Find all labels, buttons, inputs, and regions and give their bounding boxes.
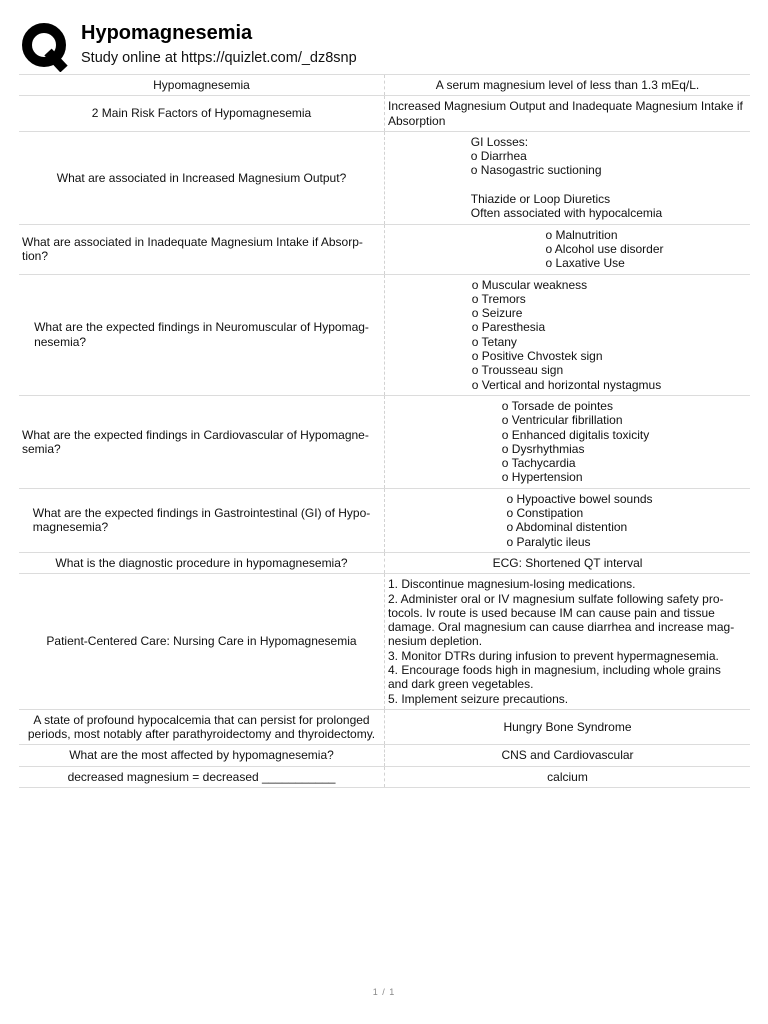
definition-text: 1. Discontinue magnesium-losing medications. 2. Administer oral or IV magnesium sulfate following safety pro- tocols. Iv route is used because IM can cause pain and tissue damage. Oral magnesium can cause diarrhea and increase mag- nesium depletion. 3. Monitor DTRs during infusion to prevent hypermagnesemia. 4. Encourage foods high in magnesium, including whole grains and dark green vegetables. 5. Implement seizure precautions. (388, 577, 735, 706)
term-text: What are the expected findings in Neuromuscular of Hypomag- nesemia? (34, 320, 369, 349)
quizlet-q-logo-icon (20, 22, 70, 72)
definition-cell (385, 96, 751, 132)
table-row (19, 131, 750, 224)
term-cell (19, 274, 385, 395)
definition-text: ECG: Shortened QT interval (492, 555, 643, 570)
table-row (19, 395, 750, 488)
term-text: What are associated in Inadequate Magnesium Intake if Absorp- tion? (22, 234, 363, 264)
term-text: What are the expected findings in Gastrointestinal (GI) of Hypo- magnesemia? (32, 506, 371, 535)
term-text: What are the most affected by hypomagnesemia? (69, 748, 334, 763)
definition-cell (385, 131, 751, 224)
definition-text: o Torsade de pointes o Ventricular fibrillation o Enhanced digitalis toxicity o Dysrhythmias o Tachycardia o Hypertension (501, 398, 650, 485)
term-cell (19, 709, 385, 745)
term-cell (19, 574, 385, 710)
study-online-link[interactable]: Study online at https://quizlet.com/_dz8snp (81, 50, 357, 66)
term-cell (19, 224, 385, 274)
term-cell (19, 488, 385, 552)
term-cell (19, 552, 385, 573)
definition-cell (385, 709, 751, 745)
term-text: What is the diagnostic procedure in hypomagnesemia? (55, 555, 348, 570)
definition-text: A serum magnesium level of less than 1.3 mEq/L. (435, 78, 700, 92)
page-indicator: 1 / 1 (372, 987, 396, 997)
definition-text: o Malnutrition o Alcohol use disorder o Laxative Use (545, 227, 664, 271)
term-cell (19, 131, 385, 224)
page-title: Hypomagnesemia (81, 22, 253, 44)
table-row (19, 274, 750, 395)
term-cell (19, 75, 385, 96)
definition-cell (385, 224, 751, 274)
table-row (19, 224, 750, 274)
definition-cell (385, 745, 751, 766)
flashcard-table (19, 74, 750, 788)
definition-cell (385, 274, 751, 395)
definition-text: Hungry Bone Syndrome (503, 720, 632, 735)
table-row (19, 552, 750, 573)
table-row (19, 96, 750, 132)
table-row (19, 709, 750, 745)
flashcard-table-container (19, 74, 750, 788)
definition-text: GI Losses: o Diarrhea o Nasogastric suctioning Thiazide or Loop Diuretics Often associated with hypocalcemia (470, 134, 663, 221)
definition-text: calcium (547, 769, 588, 784)
term-cell (19, 745, 385, 766)
definition-text: o Hypoactive bowel sounds o Constipation o Abdominal distention o Paralytic ileus (506, 491, 653, 549)
term-cell (19, 395, 385, 488)
term-text: What are associated in Increased Magnesium Output? (56, 170, 347, 185)
term-cell (19, 766, 385, 787)
term-text: Hypomagnesemia (153, 78, 250, 92)
term-text: What are the expected findings in Cardiovascular of Hypomagne- semia? (22, 427, 369, 456)
table-row (19, 488, 750, 552)
table-row (19, 574, 750, 710)
definition-text: CNS and Cardiovascular (501, 748, 634, 763)
definition-cell (385, 766, 751, 787)
term-cell (19, 96, 385, 132)
definition-cell (385, 395, 751, 488)
table-row (19, 75, 750, 96)
term-text: A state of profound hypocalcemia that can persist for prolonged periods, most notably after parathyroidectomy and thyroidectomy. (27, 712, 376, 742)
term-text: Patient-Centered Care: Nursing Care in Hypomagnesemia (46, 634, 357, 649)
definition-cell (385, 552, 751, 573)
definition-text: o Muscular weakness o Tremors o Seizure o Paresthesia o Tetany o Positive Chvostek sign o Trousseau sign o Vertical and horizontal nystagmus (471, 277, 662, 392)
definition-cell (385, 574, 751, 710)
term-text: 2 Main Risk Factors of Hypomagnesemia (91, 106, 312, 121)
table-row (19, 766, 750, 787)
table-row (19, 745, 750, 766)
definition-cell (385, 75, 751, 96)
page-header (20, 20, 750, 72)
definition-cell (385, 488, 751, 552)
definition-text: Increased Magnesium Output and Inadequate Magnesium Intake if Absorption (388, 99, 743, 128)
term-text: decreased magnesium = decreased ___________ (67, 769, 336, 784)
